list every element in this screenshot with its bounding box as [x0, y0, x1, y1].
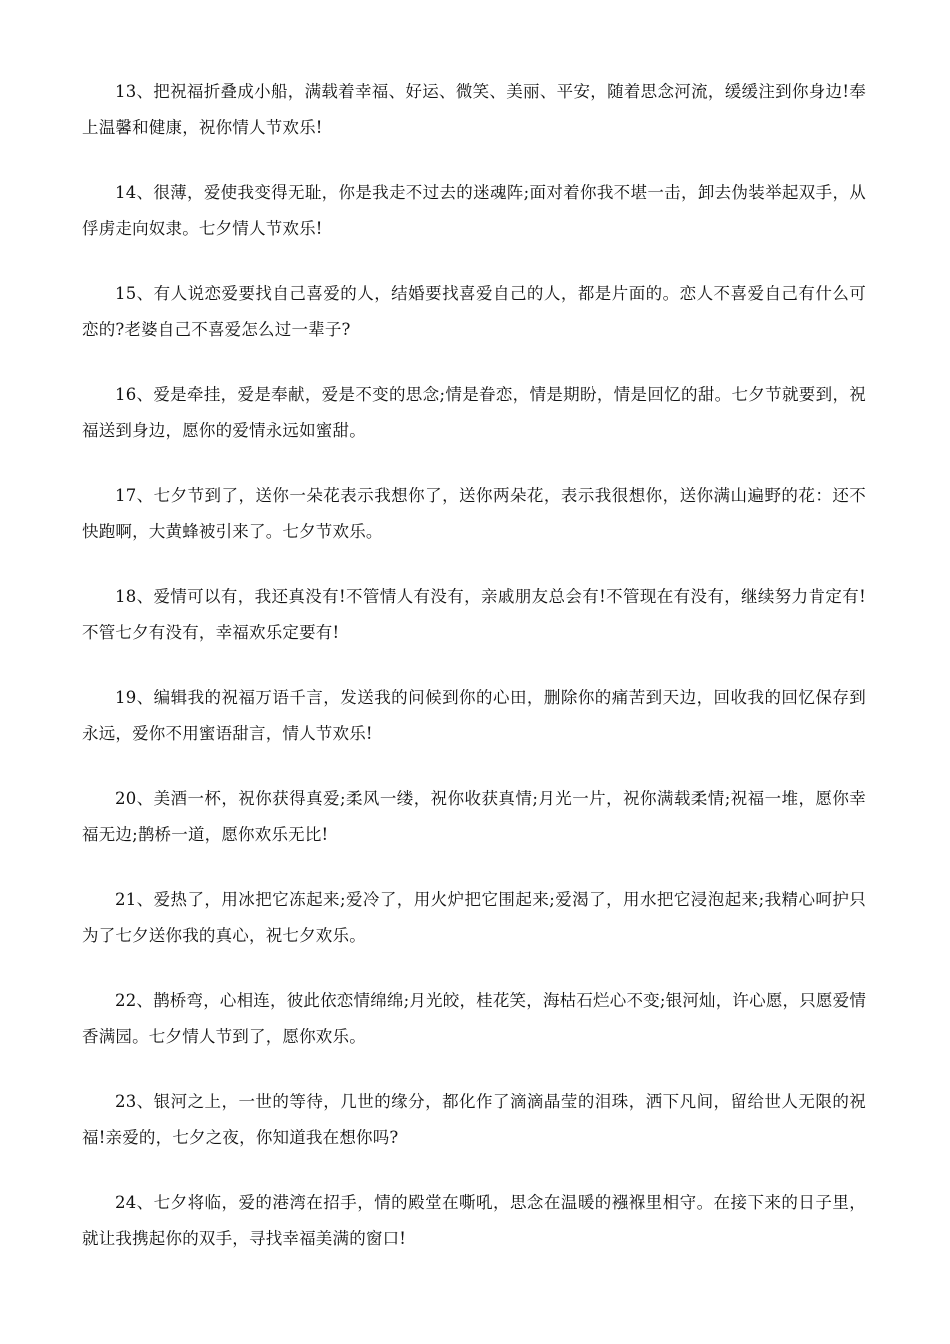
paragraph-13: 13、把祝福折叠成小船，满载着幸福、好运、微笑、美丽、平安，随着思念河流，缓缓注到你身边!奉上温馨和健康，祝你情人节欢乐! — [82, 82, 866, 137]
paragraph-18: 18、爱情可以有，我还真没有!不管情人有没有，亲戚朋友总会有!不管现在有没有，继续努力肯定有!不管七夕有没有，幸福欢乐定要有! — [82, 587, 866, 642]
paragraph-23: 23、银河之上，一世的等待，几世的缘分，都化作了滴滴晶莹的泪珠，洒下凡间，留给世人无限的祝福!亲爱的，七夕之夜，你知道我在想你吗? — [82, 1092, 866, 1147]
paragraph-14: 14、很薄，爱使我变得无耻，你是我走不过去的迷魂阵;面对着你我不堪一击，卸去伪装举起双手，从俘虏走向奴隶。七夕情人节欢乐! — [82, 183, 866, 238]
paragraph-22: 22、鹊桥弯，心相连，彼此依恋情绵绵;月光皎，桂花笑，海枯石烂心不变;银河灿，许心愿，只愿爱情香满园。七夕情人节到了，愿你欢乐。 — [82, 991, 867, 1046]
paragraph-24: 24、七夕将临，爱的港湾在招手，情的殿堂在嘶吼，思念在温暖的襁褓里相守。在接下来的日子里，就让我携起你的双手，寻找幸福美满的窗口! — [82, 1193, 866, 1248]
paragraph-21: 21、爱热了，用冰把它冻起来;爱冷了，用火炉把它围起来;爱渴了，用水把它浸泡起来;我精心呵护只为了七夕送你我的真心，祝七夕欢乐。 — [82, 890, 866, 945]
paragraph-15: 15、有人说恋爱要找自己喜爱的人，结婚要找喜爱自己的人，都是片面的。恋人不喜爱自己有什么可恋的?老婆自己不喜爱怎么过一辈子? — [82, 284, 866, 339]
paragraph-19: 19、编辑我的祝福万语千言，发送我的问候到你的心田，删除你的痛苦到天边，回收我的回忆保存到永远，爱你不用蜜语甜言，情人节欢乐! — [82, 688, 866, 743]
paragraph-17: 17、七夕节到了，送你一朵花表示我想你了，送你两朵花，表示我很想你，送你满山遍野的花：还不快跑啊，大黄蜂被引来了。七夕节欢乐。 — [82, 486, 866, 541]
paragraph-16: 16、爱是牵挂，爱是奉献，爱是不变的思念;情是眷恋，情是期盼，情是回忆的甜。七夕节就要到，祝福送到身边，愿你的爱情永远如蜜甜。 — [82, 385, 866, 440]
paragraph-20: 20、美酒一杯，祝你获得真爱;柔风一缕，祝你收获真情;月光一片，祝你满载柔情;祝福一堆，愿你幸福无边;鹊桥一道，愿你欢乐无比! — [82, 789, 866, 844]
